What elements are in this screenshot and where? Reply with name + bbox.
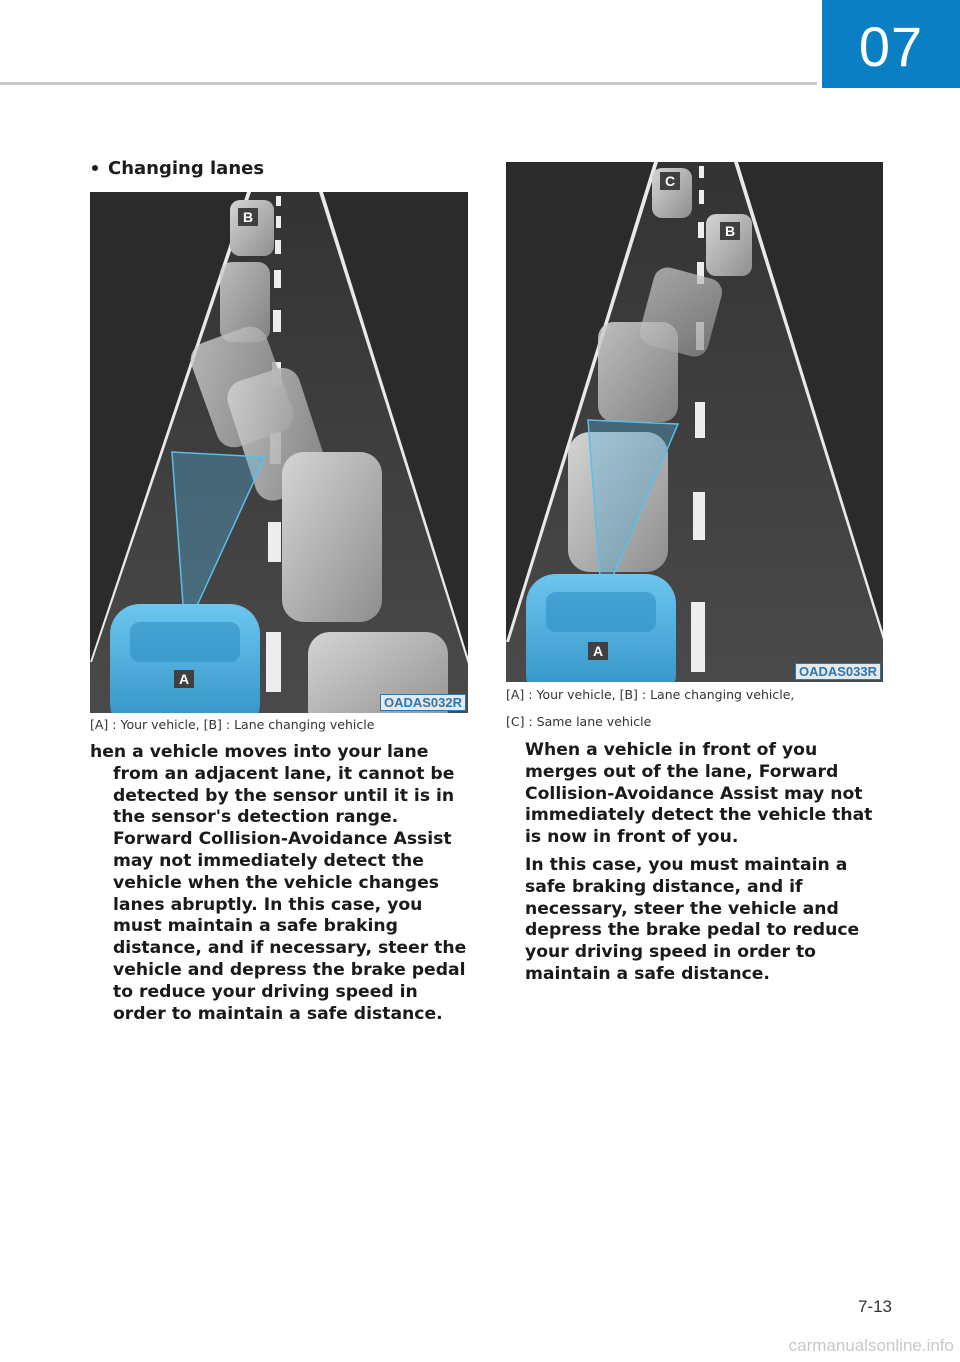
label-a: A <box>178 671 190 687</box>
figure-lane-merge-out <box>506 162 883 682</box>
bullet-icon <box>92 165 98 171</box>
lane-merge-illustration <box>506 162 883 682</box>
figure-lane-change <box>90 192 468 713</box>
right-paragraph-2: In this case, you must maintain a safe braking distance, and if necessary, steer the vehicle and depress the brake pedal to reduce your driving speed in order to maintain a safe distance. <box>525 855 860 984</box>
figure-caption-right-line1: [A] : Your vehicle, [B] : Lane changing vehicle, <box>506 687 795 702</box>
figure-caption-left: [A] : Your vehicle, [B] : Lane changing vehicle <box>90 717 375 732</box>
right-paragraph-1: When a vehicle in front of you merges out of the lane, Forward Collision-Avoidance Assist may not immediately detect the vehicle that is now in front of you. <box>525 740 873 848</box>
section-heading <box>90 158 264 179</box>
label-a: A <box>592 643 604 659</box>
page-number: 7-13 <box>857 1297 892 1316</box>
lane-change-illustration <box>90 192 468 713</box>
figure-caption-right-line2: [C] : Same lane vehicle <box>506 714 652 729</box>
watermark: carmanualsonline.info <box>788 1336 954 1355</box>
header-rule <box>0 82 817 85</box>
label-b: B <box>242 209 254 225</box>
chapter-number: 07 <box>822 0 960 88</box>
figure-code: OADAS032R <box>380 694 466 711</box>
label-b: B <box>724 223 736 239</box>
figure-code: OADAS033R <box>795 663 881 680</box>
left-paragraph: hen a vehicle moves into your lane from an adjacent lane, it cannot be detected by the sensor until it is in the sensor's detection range. Forward Collision-Avoidance Assist may not immediately detect the vehicle when the vehicle changes lanes abruptly. In this case, you must maintain a safe braking distance, and if necessary, steer the vehicle and depress the brake pedal to reduce your driving speed in order to maintain a safe distance. <box>90 742 467 1024</box>
label-c: C <box>664 173 676 189</box>
section-heading-text: Changing lanes <box>108 158 265 179</box>
